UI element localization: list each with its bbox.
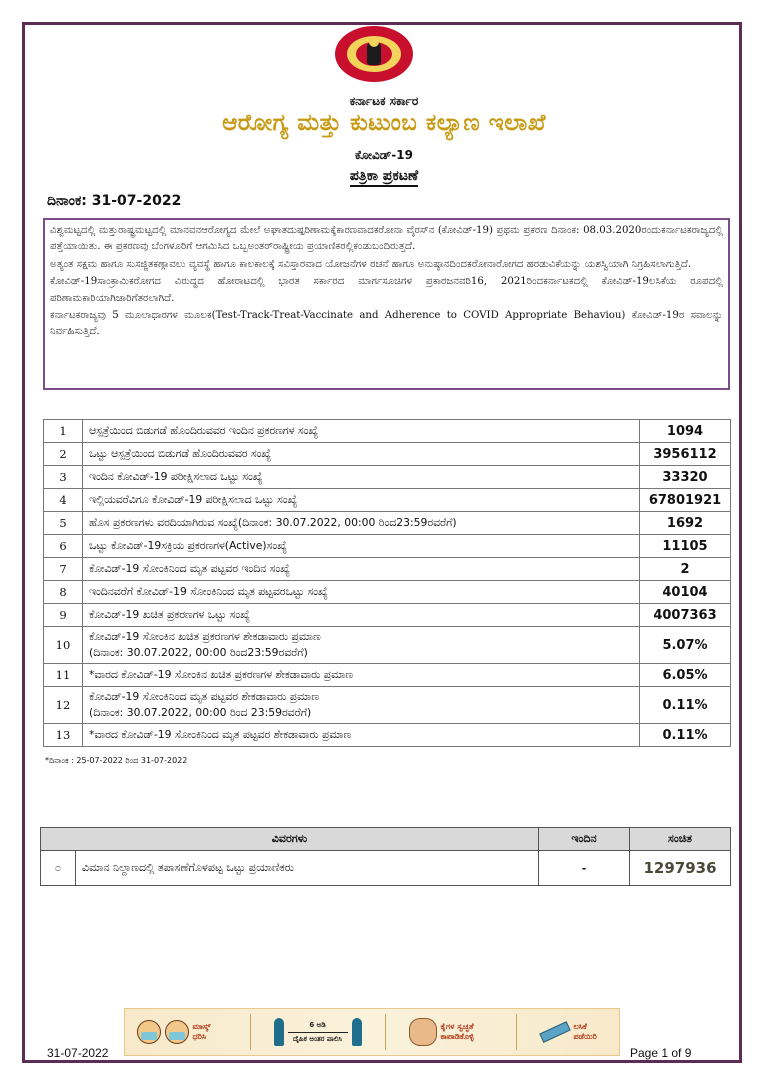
intro-paragraph: ವಿಶ್ವಮಟ್ಟದಲ್ಲಿ ಮತ್ತುರಾಷ್ಟ್ರಮಟ್ಟದಲ್ಲಿ ಮಾನವನಆರೋಗ್ಯದ ಮೇಲೆ ಅಘಾತದುಷ್ಪರಿಣಾಮಕ್ಕೆಕಾರಣವಾದಕರೋನಾ ವೈರಸ್‌ನ (ಕೋವಿಡ್-19) ಪ್ರಥಮ ಪ್ರಕರಣ ದಿನಾಂಕ: 08.03.2020ರಂದುಕರ್ನಾಟಕರಾಜ್ಯದಲ್ಲಿ ಪತ್ತೆಯಾಯಿತು. ಈ ಪ್ರಕರಣವು ಬೆಂಗಳೂರಿಗೆ ಆಗಮಿಸಿದ ಒಬ್ಬಅಂತರ್‌ರಾಷ್ಟ್ರೀಯ ಪ್ರಯಾಣಿಕರಲ್ಲಿಕಂಡುಬಂದಿರುತ್ತದೆ.: [50, 225, 723, 253]
table-row: [44, 466, 731, 489]
table-row: [44, 512, 731, 535]
intro-paragraph: ಅತ್ಯಂತ ಸಕ್ಷಮ ಹಾಗೂ ಸುಸಜ್ಜಿತಕಣ್ಗಾವಲು ವ್ಯವಸ್ಥೆ ಹಾಗೂ ಕಾಲಕಾಲಕ್ಕೆ ಸವಿಸ್ತಾರವಾದ ಯೋಜನೆಗಳ ರಚನೆ ಹಾಗೂ ಅನುಷ್ಠಾನದಿಂದಕರೋನಾರೋಗದ ಹರಡುವಿಕೆಯನ್ನು ಯಶಸ್ವಿಯಾಗಿ ನಿಗ್ರಹಿಸಲಾಗುತ್ತಿದೆ.: [50, 258, 692, 270]
row-description-text: ಇಲ್ಲಿಯವರೆವಿಗೂ ಕೋವಿಡ್-19 ಪರೀಕ್ಷಿಸಲಾದ ಒಟ್ಟು ಸಂಖ್ಯೆ: [89, 493, 298, 506]
table-row: [41, 851, 731, 886]
row-number: 3: [44, 466, 83, 489]
row-value: 67801921: [640, 489, 731, 512]
row-value: 0.11%: [640, 687, 731, 724]
row-value: 3956112: [640, 443, 731, 466]
syringe-icon: [539, 1021, 570, 1043]
row-description: [83, 604, 640, 627]
row-number: 11: [44, 664, 83, 687]
header-details: ವಿವರಗಳು: [41, 828, 539, 851]
distance-value: 6 ಅಡಿ: [309, 1020, 326, 1029]
row-value: 2: [640, 558, 731, 581]
row-value: 33320: [640, 466, 731, 489]
row-number: ೦: [41, 851, 76, 886]
row-description: [83, 535, 640, 558]
table-row: [44, 535, 731, 558]
row-description-text: ಕೋವಿಡ್-19 ಸೋಂಕಿನಿಂದ ಮೃತ ಪಟ್ಟವರ ಶೇಕಡಾವಾರು ಪ್ರಮಾಣ: [89, 690, 319, 703]
table-row: [44, 558, 731, 581]
row-number: 8: [44, 581, 83, 604]
hand-wash-icon: [409, 1018, 437, 1046]
vaccine-label: ಲಸಿಕೆ ಪಡೆಯಿರಿ: [573, 1022, 597, 1041]
department-title: ಆರೋಗ್ಯ ಮತ್ತು ಕುಟುಂಬ ಕಲ್ಯಾಣ ಇಲಾಖೆ: [222, 110, 546, 136]
table-row: [44, 604, 731, 627]
hands-label: ಕೈಗಳ ಸ್ವಚ್ಛತೆ ಕಾಪಾಡಿಕೊಳ್ಳಿ: [440, 1022, 474, 1041]
header-cumulative: ಸಂಚಿತ: [630, 828, 731, 851]
row-description-text: ಒಟ್ಟು ಕೋವಿಡ್-19ಸಕ್ರಿಯ ಪ್ರಕರಣಗಳ(Active)ಸಂಖ್ಯೆ: [89, 539, 287, 552]
row-description: ವಿಮಾನ ನಿಲ್ದಾಣದಲ್ಲಿ ತಪಾಸಣೆಗೊಳಪಟ್ಟ ಒಟ್ಟು ಪ್ರಯಾಣಿಕರು: [76, 851, 539, 886]
row-description: [83, 466, 640, 489]
row-number: 9: [44, 604, 83, 627]
row-number: 13: [44, 724, 83, 747]
table-row: [44, 687, 731, 724]
table-row: [44, 664, 731, 687]
row-number: 6: [44, 535, 83, 558]
row-description: [83, 489, 640, 512]
row-description-date: (ದಿನಾಂಕ: 30.07.2022, 00:00 ರಿಂದ23:59ರವರೆಗೆ): [89, 646, 308, 659]
intro-paragraph: ಕರ್ನಾಟಕರಾಜ್ಯವು 5 ಮೂಲಾಧಾರಗಳ ಮೂಲಕ(Test-Track-Treat-Vaccinate and Adherence to COVID Appropriate Behaviou) ಕೋವಿಡ್-19ರ ಸವಾಲನ್ನು ನಿರ್ವಹಿಸುತ್ತಿದೆ.: [50, 310, 723, 338]
divider: [250, 1014, 251, 1050]
row-description: [83, 558, 640, 581]
government-title: ಕರ್ನಾಟಕ ಸರ್ಕಾರ: [349, 94, 419, 108]
vaccine-group: [540, 1022, 608, 1042]
row-description-text: ಹೊಸ ಪ್ರಕರಣಗಳು ವರದಿಯಾಗಿರುವ ಸಂಖ್ಯೆ(ದಿನಾಂಕ: 30.07.2022, 00:00 ರಿಂದ23:59ರವರೆಗೆ): [89, 516, 457, 529]
row-description-text: ಇಂದಿನ ಕೋವಿಡ್-19 ಪರೀಕ್ಷಿಸಲಾದ ಒಟ್ಟು ಸಂಖ್ಯೆ: [89, 470, 263, 483]
person-icon: [352, 1018, 362, 1046]
distance-label: ದೈಹಿಕ ಅಂತರ ಪಾಲಿಸಿ: [292, 1034, 343, 1043]
government-emblem: [333, 24, 415, 84]
row-description: [83, 664, 640, 687]
row-number: 7: [44, 558, 83, 581]
row-value: 6.05%: [640, 664, 731, 687]
masked-face-icon: [137, 1020, 161, 1044]
row-description: [83, 443, 640, 466]
distance-indicator: [288, 1021, 348, 1044]
hands-group: [409, 1018, 493, 1046]
arrow-icon: [288, 1032, 348, 1033]
row-description: [83, 724, 640, 747]
row-number: 12: [44, 687, 83, 724]
press-release-title: ಪತ್ರಿಕಾ ಪ್ರಕಟಣೆ: [0, 168, 768, 184]
row-description-text: *ವಾರದ ಕೋವಿಡ್-19 ಸೋಂಕಿನ ಖಚಿತ ಪ್ರಕರಣಗಳ ಶೇಕಡಾವಾರು ಪ್ರಮಾಣ: [89, 668, 353, 681]
row-description: [83, 687, 640, 724]
airport-screening-table: [40, 827, 731, 886]
row-value: 0.11%: [640, 724, 731, 747]
row-number: 4: [44, 489, 83, 512]
row-value: 1692: [640, 512, 731, 535]
row-number: 10: [44, 627, 83, 664]
row-description: [83, 420, 640, 443]
divider: [385, 1014, 386, 1050]
row-value: 1094: [640, 420, 731, 443]
table-row: [44, 443, 731, 466]
row-today: -: [539, 851, 630, 886]
row-value: 4007363: [640, 604, 731, 627]
row-description-text: ಇಂದಿನವರೆಗೆ ಕೋವಿಡ್-19 ಸೋಂಕಿನಿಂದ ಮೃತ ಪಟ್ಟವರಒಟ್ಟು ಸಂಖ್ಯೆ: [89, 585, 328, 598]
row-number: 2: [44, 443, 83, 466]
row-description-text: ಕೋವಿಡ್-19 ಸೋಂಕಿನ ಖಚಿತ ಪ್ರಕರಣಗಳ ಶೇಕಡಾವಾರು ಪ್ರಮಾಣ: [89, 630, 321, 643]
row-value: 40104: [640, 581, 731, 604]
header-today: ಇಂದಿನ: [539, 828, 630, 851]
table-row: [44, 581, 731, 604]
mask-label: ಮಾಸ್ಕ್ ಧರಿಸಿ: [192, 1022, 211, 1041]
row-value: 11105: [640, 535, 731, 558]
row-description-text: ಆಸ್ಪತ್ರೆಯಿಂದ ಬಿಡುಗಡೆ ಹೊಂದಿರುವವರ ಇಂದಿನ ಪ್ರಕರಣಗಳ ಸಂಖ್ಯೆ: [89, 424, 319, 437]
footer-date: 31-07-2022: [47, 1046, 109, 1060]
subject-title: ಕೋವಿಡ್-19: [355, 148, 413, 162]
row-description-text: ಕೋವಿಡ್-19 ಸೋಂಕಿನಿಂದ ಮೃತ ಪಟ್ಟವರ ಇಂದಿನ ಸಂಖ್ಯೆ: [89, 562, 290, 575]
table-row: [44, 420, 731, 443]
row-description: [83, 512, 640, 535]
table-row: [44, 489, 731, 512]
row-value: 5.07%: [640, 627, 731, 664]
table-row: [44, 724, 731, 747]
row-description-text: *ವಾರದ ಕೋವಿಡ್-19 ಸೋಂಕಿನಿಂದ ಮೃತ ಪಟ್ಟವರ ಶೇಕಡಾವಾರು ಪ್ರಮಾಣ: [89, 728, 352, 741]
distance-group: [274, 1018, 362, 1046]
intro-paragraph: ಕೋವಿಡ್-19ಸಾಂಕ್ರಾಮಿಕರೋಗದ ವಿರುದ್ಧದ ಹೋರಾಟದಲ್ಲಿ ಭಾರತ ಸರ್ಕಾರದ ಮಾರ್ಗಸೂಚಿಗಳ ಪ್ರಕಾರಜನವರಿ16, 2021ರಿಂದಕರ್ನಾಟಕದಲ್ಲಿ ಕೋವಿಡ್-19ಲಸಿಕೆಯ ರೂಪದಲ್ಲಿ ಪರಿಣಾಮಕಾರಿಯಾಗಿಜಾರಿಗೆತರಲಾಗಿದೆ.: [50, 276, 723, 304]
masked-face-icon: [165, 1020, 189, 1044]
row-description: [83, 627, 640, 664]
row-number: 1: [44, 420, 83, 443]
divider: [516, 1014, 517, 1050]
release-date: ದಿನಾಂಕ: 31-07-2022: [47, 193, 182, 209]
row-description-text: ಕೋವಿಡ್-19 ಖಚಿತ ಪ್ರಕರಣಗಳ ಒಟ್ಟು ಸಂಖ್ಯೆ: [89, 608, 250, 621]
table-row: [44, 627, 731, 664]
intro-box: [43, 218, 730, 390]
row-cumulative: 1297936: [630, 851, 731, 886]
covid-stats-table: [43, 419, 731, 747]
awareness-banner: [124, 1008, 620, 1056]
row-description-date: (ದಿನಾಂಕ: 30.07.2022, 00:00 ರಿಂದ 23:59ರವರೆಗೆ): [89, 706, 312, 719]
footnote: *ದಿನಾಂಕ : 25-07-2022 ರಿಂದ 31-07-2022: [45, 756, 188, 765]
row-description: [83, 581, 640, 604]
page-number: Page 1 of 9: [630, 1046, 692, 1060]
person-icon: [274, 1018, 284, 1046]
row-description-text: ಒಟ್ಟು ಆಸ್ಪತ್ರೆಯಿಂದ ಬಿಡುಗಡೆ ಹೊಂದಿರುವವರ ಸಂಖ್ಯೆ: [89, 447, 272, 460]
row-number: 5: [44, 512, 83, 535]
mask-group: [137, 1020, 227, 1044]
